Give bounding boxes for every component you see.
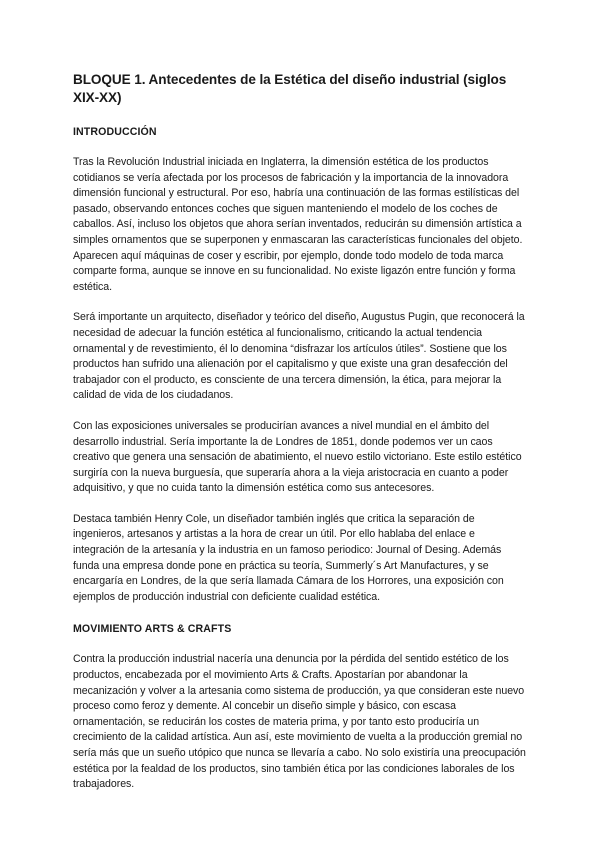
paragraph-arts-crafts-1: Contra la producción industrial nacería una denuncia por la pérdida del sentido estético de los productos, encabezada por el movimiento Arts & Crafts. Apostarían por abandonar la mecanización y volver a la artesania como sistema de producción, ya que consideran este nuevo proceso como feroz y demente. Al concebir un diseño simple y básico, con escasa ornamentación, se reducirán los costes de materia prima, y por tanto esto produciría un crecimiento de la calidad artística. Aun así, este movimiento de vuelta a la producción gremial no sería más que un sueño utópico que nunca se llevaría a cabo. No solo existiría una preocupación estética por la fealdad de los productos, sino también ética por las condiciones laborales de los trabajadores. <box>73 653 526 791</box>
paragraph-intro-2: Será importante un arquitecto, diseñador y teórico del diseño, Augustus Pugin, que reconocerá la necesidad de adecuar la función estética al funcionalismo, criticando la actual tendencia ornamental y de revestimiento, él lo denomina “disfrazar los artículos útiles”. Sostiene que los productos han sufrido una alienación por el capitalismo y que existe una gran desafección del trabajador con el producto, es consciente de una tercera dimensión, la ética, para mejorar la calidad de vida de los ciudadanos. <box>73 311 525 402</box>
section-heading-arts-crafts: MOVIMIENTO ARTS & CRAFTS <box>73 623 232 636</box>
paragraph-intro-3: Con las exposiciones universales se producirían avances a nivel mundial en el ámbito del desarrollo industrial. Sería importante la de Londres de 1851, donde podemos ver un caos creativo que genera una sensación de abatimiento, el nuevo estilo victoriano. Este estilo estético surgiría con la nueva burguesía, que superaría ahora a la vieja aristocracia en cuanto a poder adquisitivo, y que no cuida tanto la dimensión estética como sus antecesores. <box>73 419 522 495</box>
section-heading-introduccion: INTRODUCCIÓN <box>73 126 157 138</box>
document-title: BLOQUE 1. Antecedentes de la Estética del diseño industrial (siglos XIX-XX) <box>73 72 507 105</box>
paragraph-intro-4: Destaca también Henry Cole, un diseñador también inglés que critica la separación de ingenieros, artesanos y artistas a la hora de crear un útil. Por ello hablaba del enlace e integración de la artesanía y la industria en un famoso periodico: Journal of Desing. Además funda una empresa donde pone en práctica su teoría, Summerly´s Art Manufactures, y se encargaría en Londres, de la que sería llamada Cámara de los Horrores, una exposición con ejemplos de producción industrial con deficiente cualidad estética. <box>73 512 504 603</box>
paragraph-intro-1: Tras la Revolución Industrial iniciada en Inglaterra, la dimensión estética de los productos cotidianos se vería afectada por los procesos de fabricación y la importancia de la innovadora dimensión funcional y estructural. Por eso, habría una continuación de las formas estilísticas del pasado, observando entonces coches que siguen manteniendo el modelo de los coches de caballos. Así, incluso los objetos que ahora serían inventados, reducirán su dimensión artística a simples ornamentos que se superponen y enmascaran las características funcionales del objeto. Aparecen aquí máquinas de coser y escribir, por ejemplo, donde todo modelo de toda marca comparte forma, aunque se innove en su funcionalidad. No existe ligazón entre función y forma estética. <box>73 156 523 293</box>
